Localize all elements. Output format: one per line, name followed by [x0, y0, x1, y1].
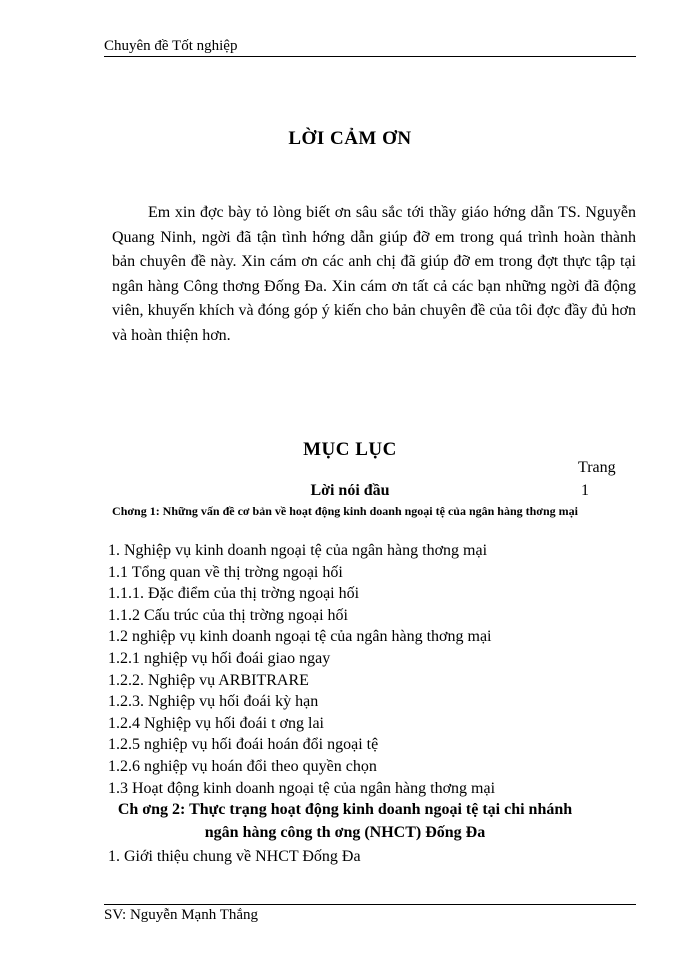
- toc-entry: 1.2.4 Nghiệp vụ hối đoái t ơng lai: [108, 714, 324, 732]
- toc-entry: 1.3 Hoạt động kinh doanh ngoại tệ của ngân hàng thơng mại: [108, 779, 496, 797]
- toc-entry: 1. Giới thiệu chung về NHCT Đống Đa: [108, 848, 361, 865]
- toc-entry: 1.1.1. Đặc điểm của thị trờng ngoại hối: [108, 585, 360, 603]
- toc-chapter-1: Chơng 1: Những vấn đề cơ bản về hoạt động kinh doanh ngoại tệ của ngân hàng thơng mại: [112, 504, 578, 518]
- toc-entry: 1.2.6 nghiệp vụ hoán đổi theo quyền chọn: [108, 757, 377, 775]
- toc-entry: 1.2.3. Nghiệp vụ hối đoái kỳ hạn: [108, 693, 319, 711]
- acknowledgement-paragraph: Em xin đợc bày tỏ lòng biết ơn sâu sắc tới thầy giáo hớng dẫn TS. Nguyễn Quang Ninh, ngời đã tận tình hớng dẫn giúp đỡ em trong quá trình hoàn thành bản chuyên đề này. Xin cám ơn các anh chị đã giúp đỡ em trong đợt thực tập tại ngân hàng Công thơng Đống Đa. Xin cám ơn tất cả các bạn những ngời đã động viên, khuyến khích và đóng góp ý kiến cho bản chuyên đề của tôi đợc đầy đủ hơn và hoàn thiện hơn.: [112, 204, 636, 344]
- toc-entry: 1. Nghiệp vụ kinh doanh ngoại tệ của ngân hàng thơng mại: [108, 542, 488, 559]
- toc-entry: 1.2.1 nghiệp vụ hối đoái giao ngay: [108, 649, 331, 667]
- toc-entry: 1.2.2. Nghiệp vụ ARBITRARE: [108, 671, 309, 689]
- toc-entry: 1.1 Tổng quan về thị trờng ngoại hối: [108, 563, 343, 581]
- toc-intro-page: 1: [581, 482, 589, 499]
- toc-list: [108, 540, 648, 799]
- toc-title: MỤC LỤC: [303, 439, 397, 460]
- page-header: Chuyên đề Tốt nghiệp: [104, 37, 636, 57]
- toc-list-chapter-2: [108, 846, 648, 868]
- acknowledgement-title: LỜI CẢM ƠN: [288, 128, 412, 149]
- toc-intro-label: Lời nói đầu: [310, 482, 390, 499]
- toc-chapter-2: Ch ơng 2: Thực trạng hoạt động kinh doanh ngoại tệ tại chi nhánh ngân hàng công th ơng (NHCT) Đống Đa: [117, 801, 573, 841]
- toc-entry: 1.2 nghiệp vụ kinh doanh ngoại tệ của ngân hàng thơng mại: [108, 628, 492, 646]
- page-column-label: Trang: [578, 459, 616, 476]
- footer-divider: [104, 904, 636, 905]
- toc-entry: 1.1.2 Cấu trúc của thị trờng ngoại hối: [108, 606, 348, 624]
- page-footer: SV: Nguyễn Mạnh Thắng: [104, 907, 259, 923]
- toc-entry: 1.2.5 nghiệp vụ hối đoái hoán đổi ngoại tệ: [108, 736, 379, 754]
